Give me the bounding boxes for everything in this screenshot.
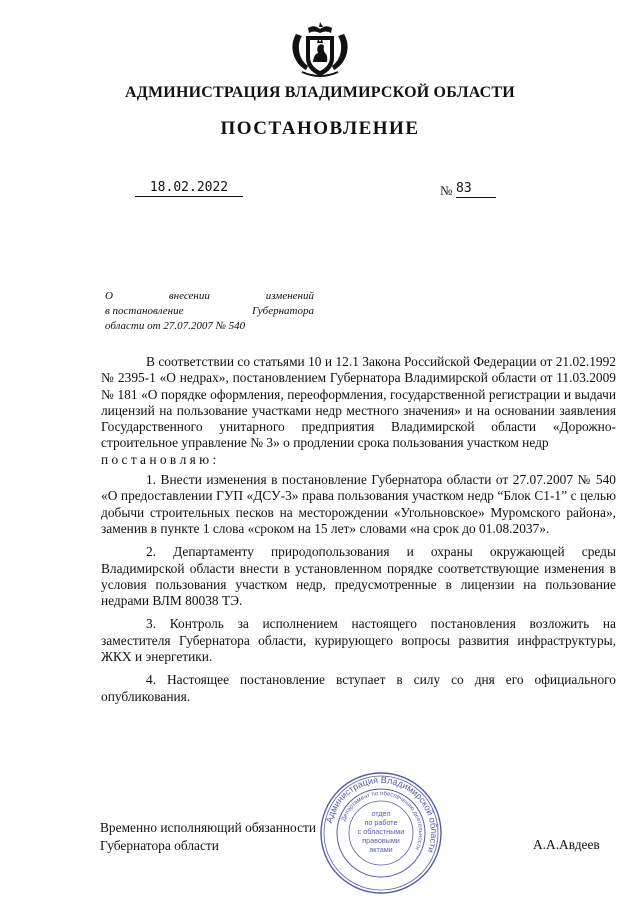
official-stamp bbox=[318, 770, 444, 896]
subject-word: в постановление bbox=[105, 305, 184, 317]
document-type: ПОСТАНОВЛЕНИЕ bbox=[220, 118, 420, 139]
item-3-paragraph: 3. Контроль за исполнением настоящего постановления возложить на заместителя Губернатора области, курирующего вопросы развития инфраструктуры, ЖКХ и энергетики. bbox=[101, 616, 616, 665]
item-1-paragraph: 1. Внести изменения в постановление Губернатора области от 27.07.2007 № 540 «О предоставлении ГУП «ДСУ-3» права пользования участком недр “Блок С1-1” с целью добычи строительных песков на месторождении «Угольновское» Муромского района», заменив в пункте 1 слова «сроком на 15 лет» словами «на срок до 01.08.2037». bbox=[101, 472, 616, 536]
stamp-center-line: актами bbox=[369, 845, 393, 854]
signatory-position bbox=[100, 819, 316, 855]
stamp-center-line: отдел bbox=[371, 809, 391, 818]
signatory-position-line: Губернатора области bbox=[100, 838, 219, 853]
stamp-inner-ring-text: Департамент по обеспечению деятельности bbox=[341, 790, 424, 851]
intro-paragraph: В соответствии со статьями 10 и 12.1 Закона Российской Федерации от 21.02.1992 № 2395-1 «О недрах», постановлением Губернатора Владимирской области от 11.03.2009 № 181 «О порядке оформления, переоформления, государственной регистрации и выдачи лицензий на пользование участками недр местного значения» и на основании заявления Государственного унитарного предприятия Владимирской области «Дорожно-строительное управление № 3» о продлении срока пользования участком недр bbox=[101, 354, 616, 451]
item-2-paragraph: 2. Департаменту природопользования и охраны окружающей среды Владимирской области внести в установленном порядке соответствующие изменения в условия пользования участком недр, предусмотренные в лицензии на пользование недрами ВЛМ 80038 ТЭ. bbox=[101, 544, 616, 609]
stamp-center-line: с областными bbox=[357, 827, 405, 836]
subject-word: О bbox=[105, 290, 113, 302]
item-4-paragraph: 4. Настоящее постановление вступает в силу со дня его официального опубликования. bbox=[101, 672, 616, 704]
number-label: № bbox=[440, 183, 453, 198]
document-date: 18.02.2022 bbox=[135, 180, 243, 197]
coat-of-arms-icon bbox=[288, 20, 352, 80]
stamp-ring-text: Администрация Владимирской области bbox=[324, 774, 440, 855]
stamp-center-line: по работе bbox=[364, 818, 398, 827]
subject-line: области от 27.07.2007 № 540 bbox=[105, 320, 246, 332]
subject-word: изменений bbox=[265, 290, 314, 302]
subject-word: внесении bbox=[168, 290, 210, 302]
document-body bbox=[101, 354, 616, 705]
signatory-position-line: Временно исполняющий обязанности bbox=[100, 820, 317, 835]
stamp-center-line: правовыми bbox=[362, 836, 400, 845]
document-subject bbox=[105, 289, 314, 334]
subject-word: Губернатора bbox=[252, 305, 314, 317]
resolve-word: п о с т а н о в л я ю : bbox=[101, 451, 217, 467]
document-number: 83 bbox=[456, 181, 496, 198]
signatory-name: А.А.Авдеев bbox=[533, 837, 600, 852]
organization-title: АДМИНИСТРАЦИЯ ВЛАДИМИРСКОЙ ОБЛАСТИ bbox=[125, 84, 515, 101]
